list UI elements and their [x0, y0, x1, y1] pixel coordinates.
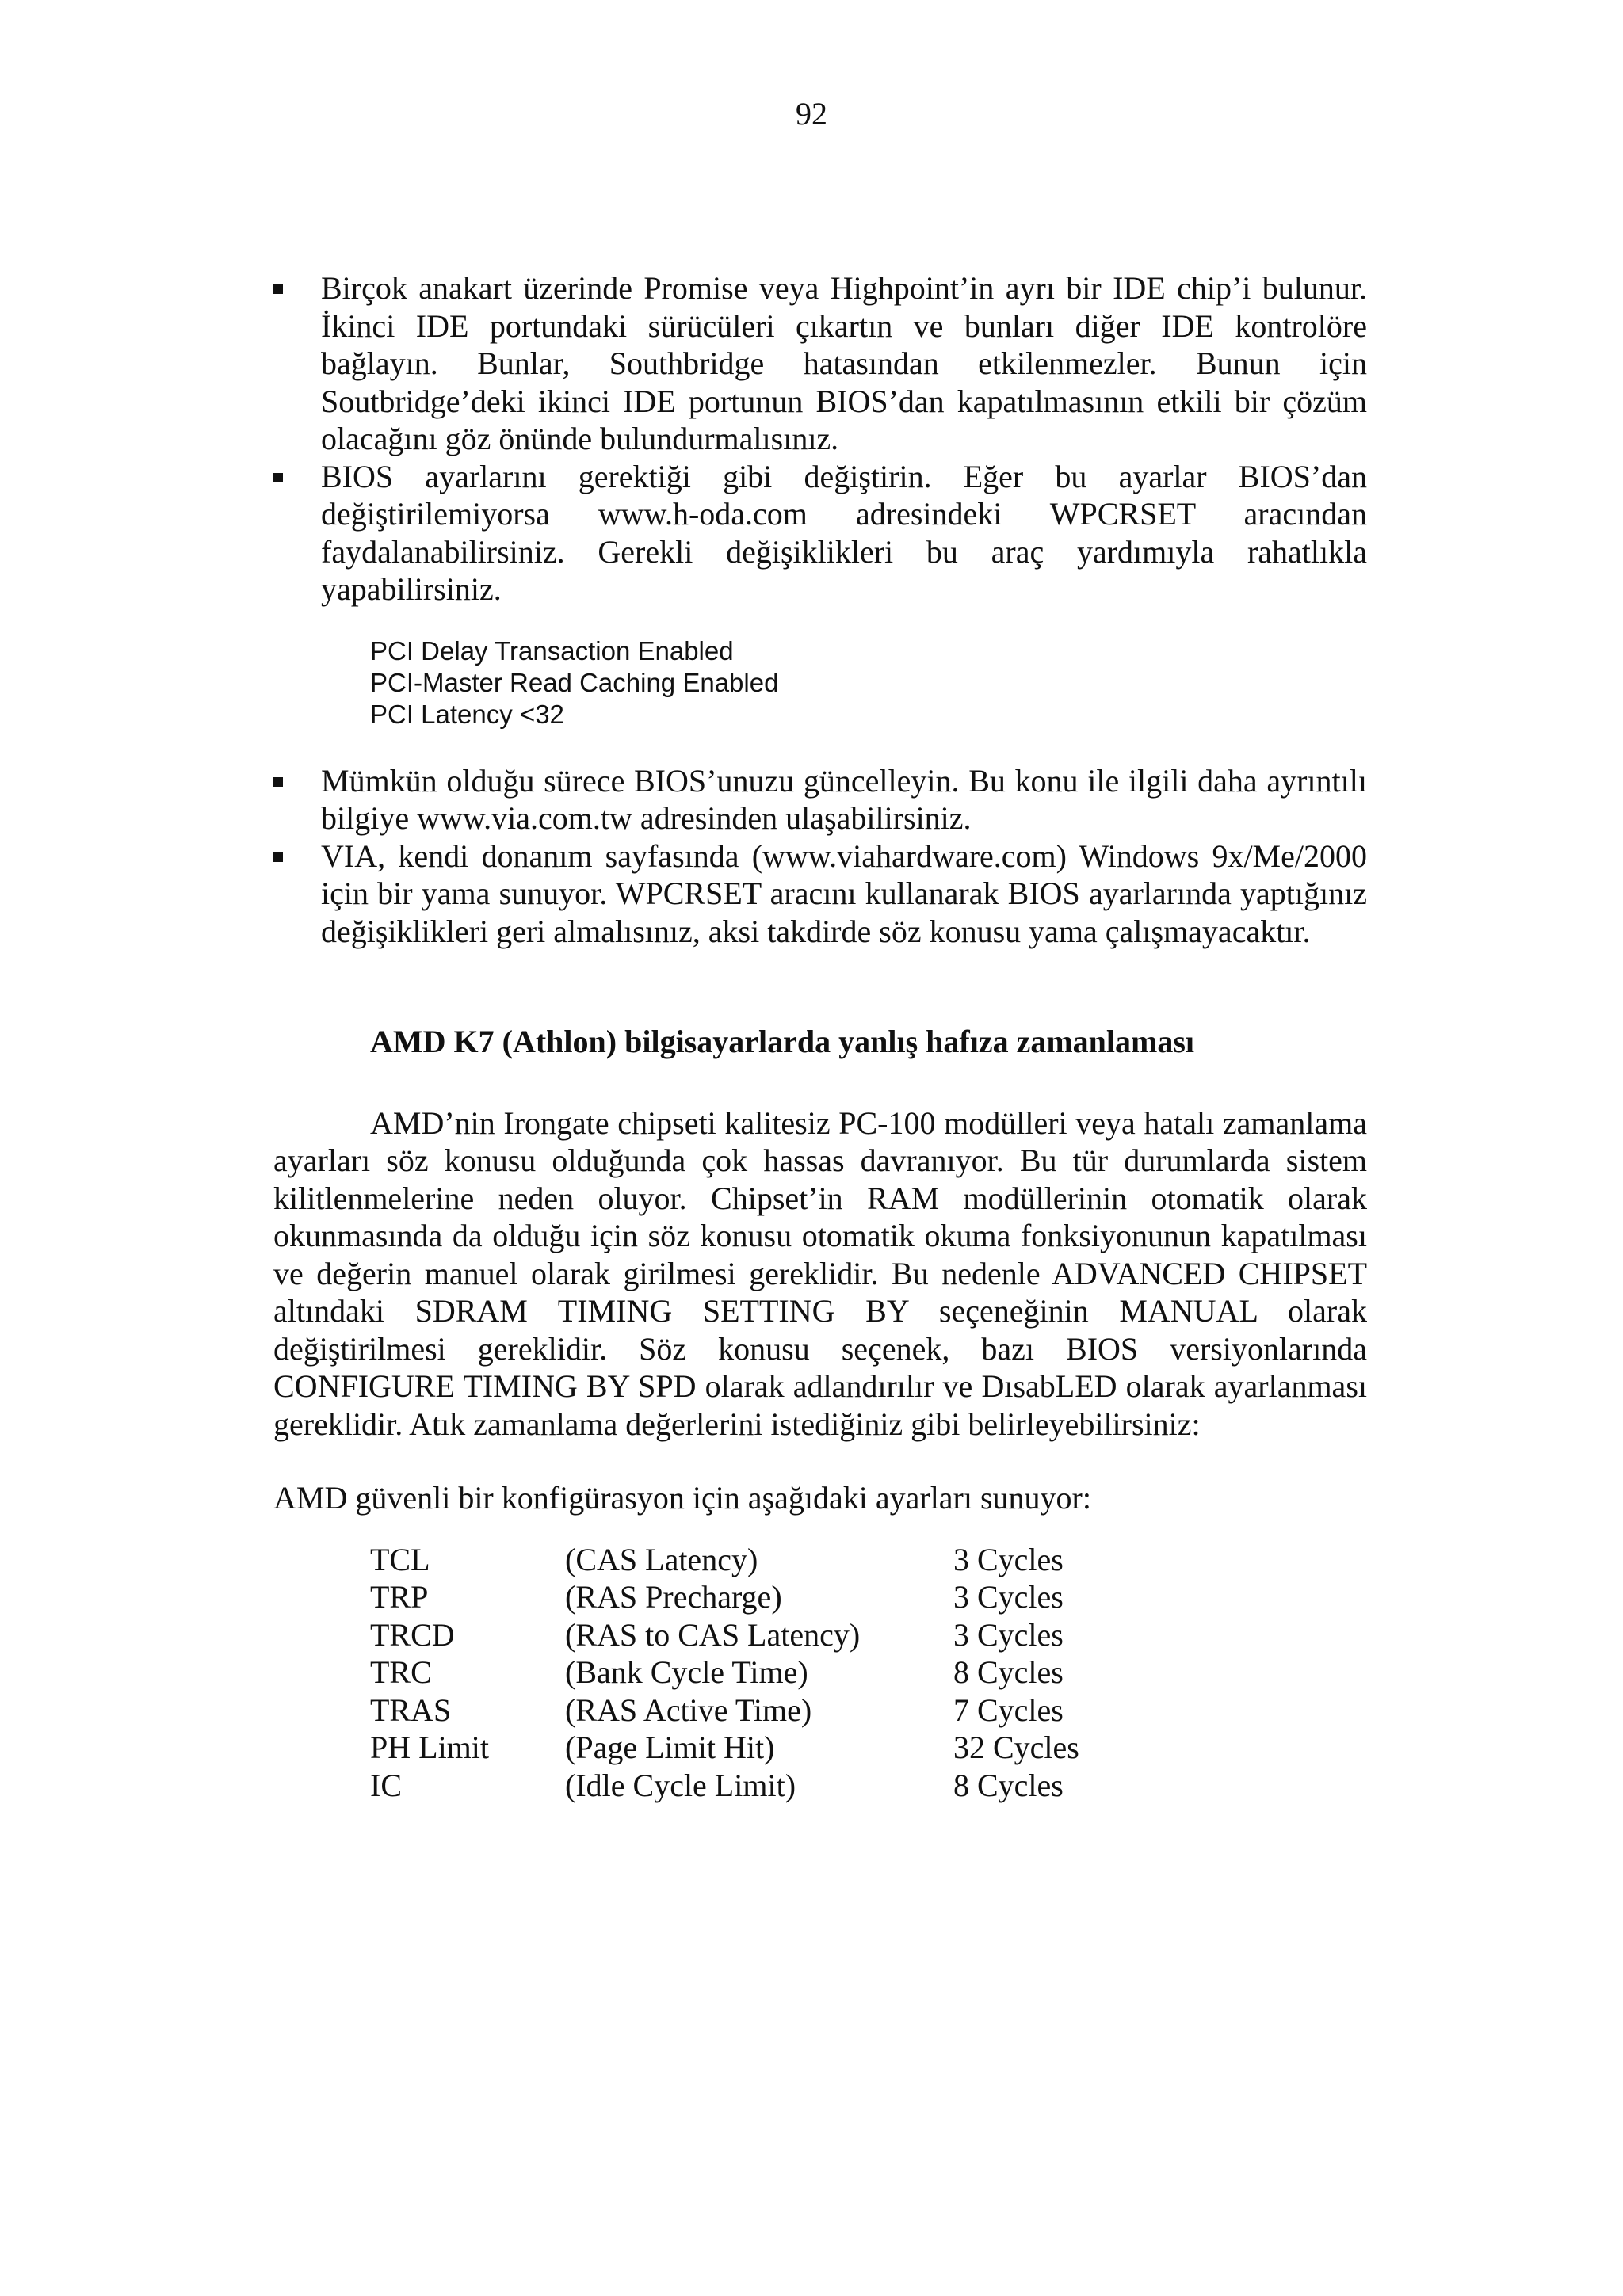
bios-setting-line: PCI Latency <32 [370, 699, 564, 729]
list-item-text: VIA, kendi donanım sayfasında (www.viahardware.com) Windows 9x/Me/2000 için bir yama sunuyor. WPCRSET aracını kullanarak BIOS ayarlarında yaptığınız değişiklikleri geri almalısınız, aksi takdirde söz konusu yama çalışmayacaktır. [321, 837, 1367, 949]
table-row [370, 1616, 1159, 1654]
timing-description: (RAS Precharge) [565, 1579, 782, 1615]
timing-description: (RAS to CAS Latency) [565, 1616, 861, 1653]
list-item [273, 762, 1367, 837]
table-row [370, 1653, 1159, 1691]
square-bullet-icon [273, 284, 283, 294]
timing-name: TRP [370, 1579, 429, 1615]
timing-name: TRC [370, 1654, 432, 1690]
list-item [273, 837, 1367, 951]
bios-setting-line: PCI-Master Read Caching Enabled [370, 667, 779, 697]
timing-description: (Page Limit Hit) [565, 1730, 775, 1765]
bullet-list-bottom [273, 762, 1367, 951]
timing-name: TCL [370, 1541, 430, 1577]
timing-name: TRCD [370, 1616, 455, 1653]
bullet-list-top [273, 269, 1367, 608]
timing-description: (Bank Cycle Time) [565, 1654, 808, 1690]
list-item [273, 269, 1367, 458]
list-item-text: BIOS ayarlarını gerektiği gibi değiştirin. Eğer bu ayarlar BIOS’dan değiştirilemiyorsa www.h-oda.com adresindeki WPCRSET aracından faydalanabilirsiniz. Gerekli değişiklikleri bu araç yardımıyla rahatlıkla yapabilirsiniz. [321, 458, 1367, 607]
timing-value: 32 Cycles [953, 1730, 1079, 1765]
table-row [370, 1729, 1159, 1767]
timing-description: (CAS Latency) [565, 1541, 758, 1577]
timing-value: 3 Cycles [953, 1579, 1064, 1615]
timing-value: 8 Cycles [953, 1767, 1064, 1803]
table-row [370, 1691, 1159, 1730]
timing-value: 7 Cycles [953, 1691, 1064, 1728]
timing-value: 3 Cycles [953, 1541, 1064, 1577]
list-item [273, 458, 1367, 608]
timing-name: TRAS [370, 1691, 452, 1728]
timing-value: 3 Cycles [953, 1616, 1064, 1653]
page-content [273, 269, 1367, 1804]
timing-value: 8 Cycles [953, 1654, 1064, 1690]
bios-setting-line: PCI Delay Transaction Enabled [370, 635, 734, 666]
timing-table [370, 1541, 1159, 1805]
body-paragraph: AMD’nin Irongate chipseti kalitesiz PC-100 modülleri veya hatalı zamanlama ayarları söz konusu olduğunda çok hassas davranıyor. Bu tür durumlarda sistem kilitlenmelerine neden oluyor. Chipset’in RAM modüllerinin otomatik olarak okunmasında da olduğu için söz konusu otomatik okuma fonksiyonunun kapatılması ve değerin manuel olarak girilmesi gereklidir. Bu nedenle ADVANCED CHIPSET altındaki SDRAM TIMING SETTING BY seçeneğinin MANUAL olarak değiştirilmesi gereklidir. Söz konusu seçenek, bazı BIOS versiyonlarında CONFIGURE TIMING BY SPD olarak adlandırılır ve DısabLED olarak ayarlanması gereklidir. Atık zamanlama değerlerini istediğiniz gibi belirleyebilirsiniz: [273, 1104, 1367, 1442]
list-item-text: Mümkün olduğu sürece BIOS’unuzu güncelleyin. Bu konu ile ilgili daha ayrıntılı bilgiye www.via.com.tw adresinden ulaşabilirsiniz. [321, 762, 1367, 836]
timing-description: (RAS Active Time) [565, 1691, 812, 1728]
square-bullet-icon [273, 777, 283, 787]
settings-intro: AMD güvenli bir konfigürasyon için aşağıdaki ayarları sunuyor: [273, 1480, 1091, 1516]
timing-description: (Idle Cycle Limit) [565, 1767, 796, 1803]
list-item-text: Birçok anakart üzerinde Promise veya Highpoint’in ayrı bir IDE chip’i bulunur. İkinci IDE portundaki sürücüleri çıkartın ve bunları diğer IDE kontrolöre bağlayın. Bunlar, Southbridge hatasından etkilenmezler. Bunun için Soutbridge’deki ikinci IDE portunun BIOS’dan kapatılmasının etkili bir çözüm olacağını göz önünde bulundurmalısınız. [321, 270, 1367, 456]
timing-name: PH Limit [370, 1730, 490, 1765]
table-row [370, 1578, 1159, 1616]
table-row [370, 1767, 1159, 1805]
square-bullet-icon [273, 852, 283, 862]
table-row [370, 1541, 1159, 1579]
section-title: AMD K7 (Athlon) bilgisayarlarda yanlış hafıza zamanlaması [370, 1024, 1195, 1059]
page-number: 92 [796, 96, 827, 132]
timing-name: IC [370, 1767, 402, 1803]
square-bullet-icon [273, 473, 283, 482]
bios-settings-block [370, 635, 1367, 730]
